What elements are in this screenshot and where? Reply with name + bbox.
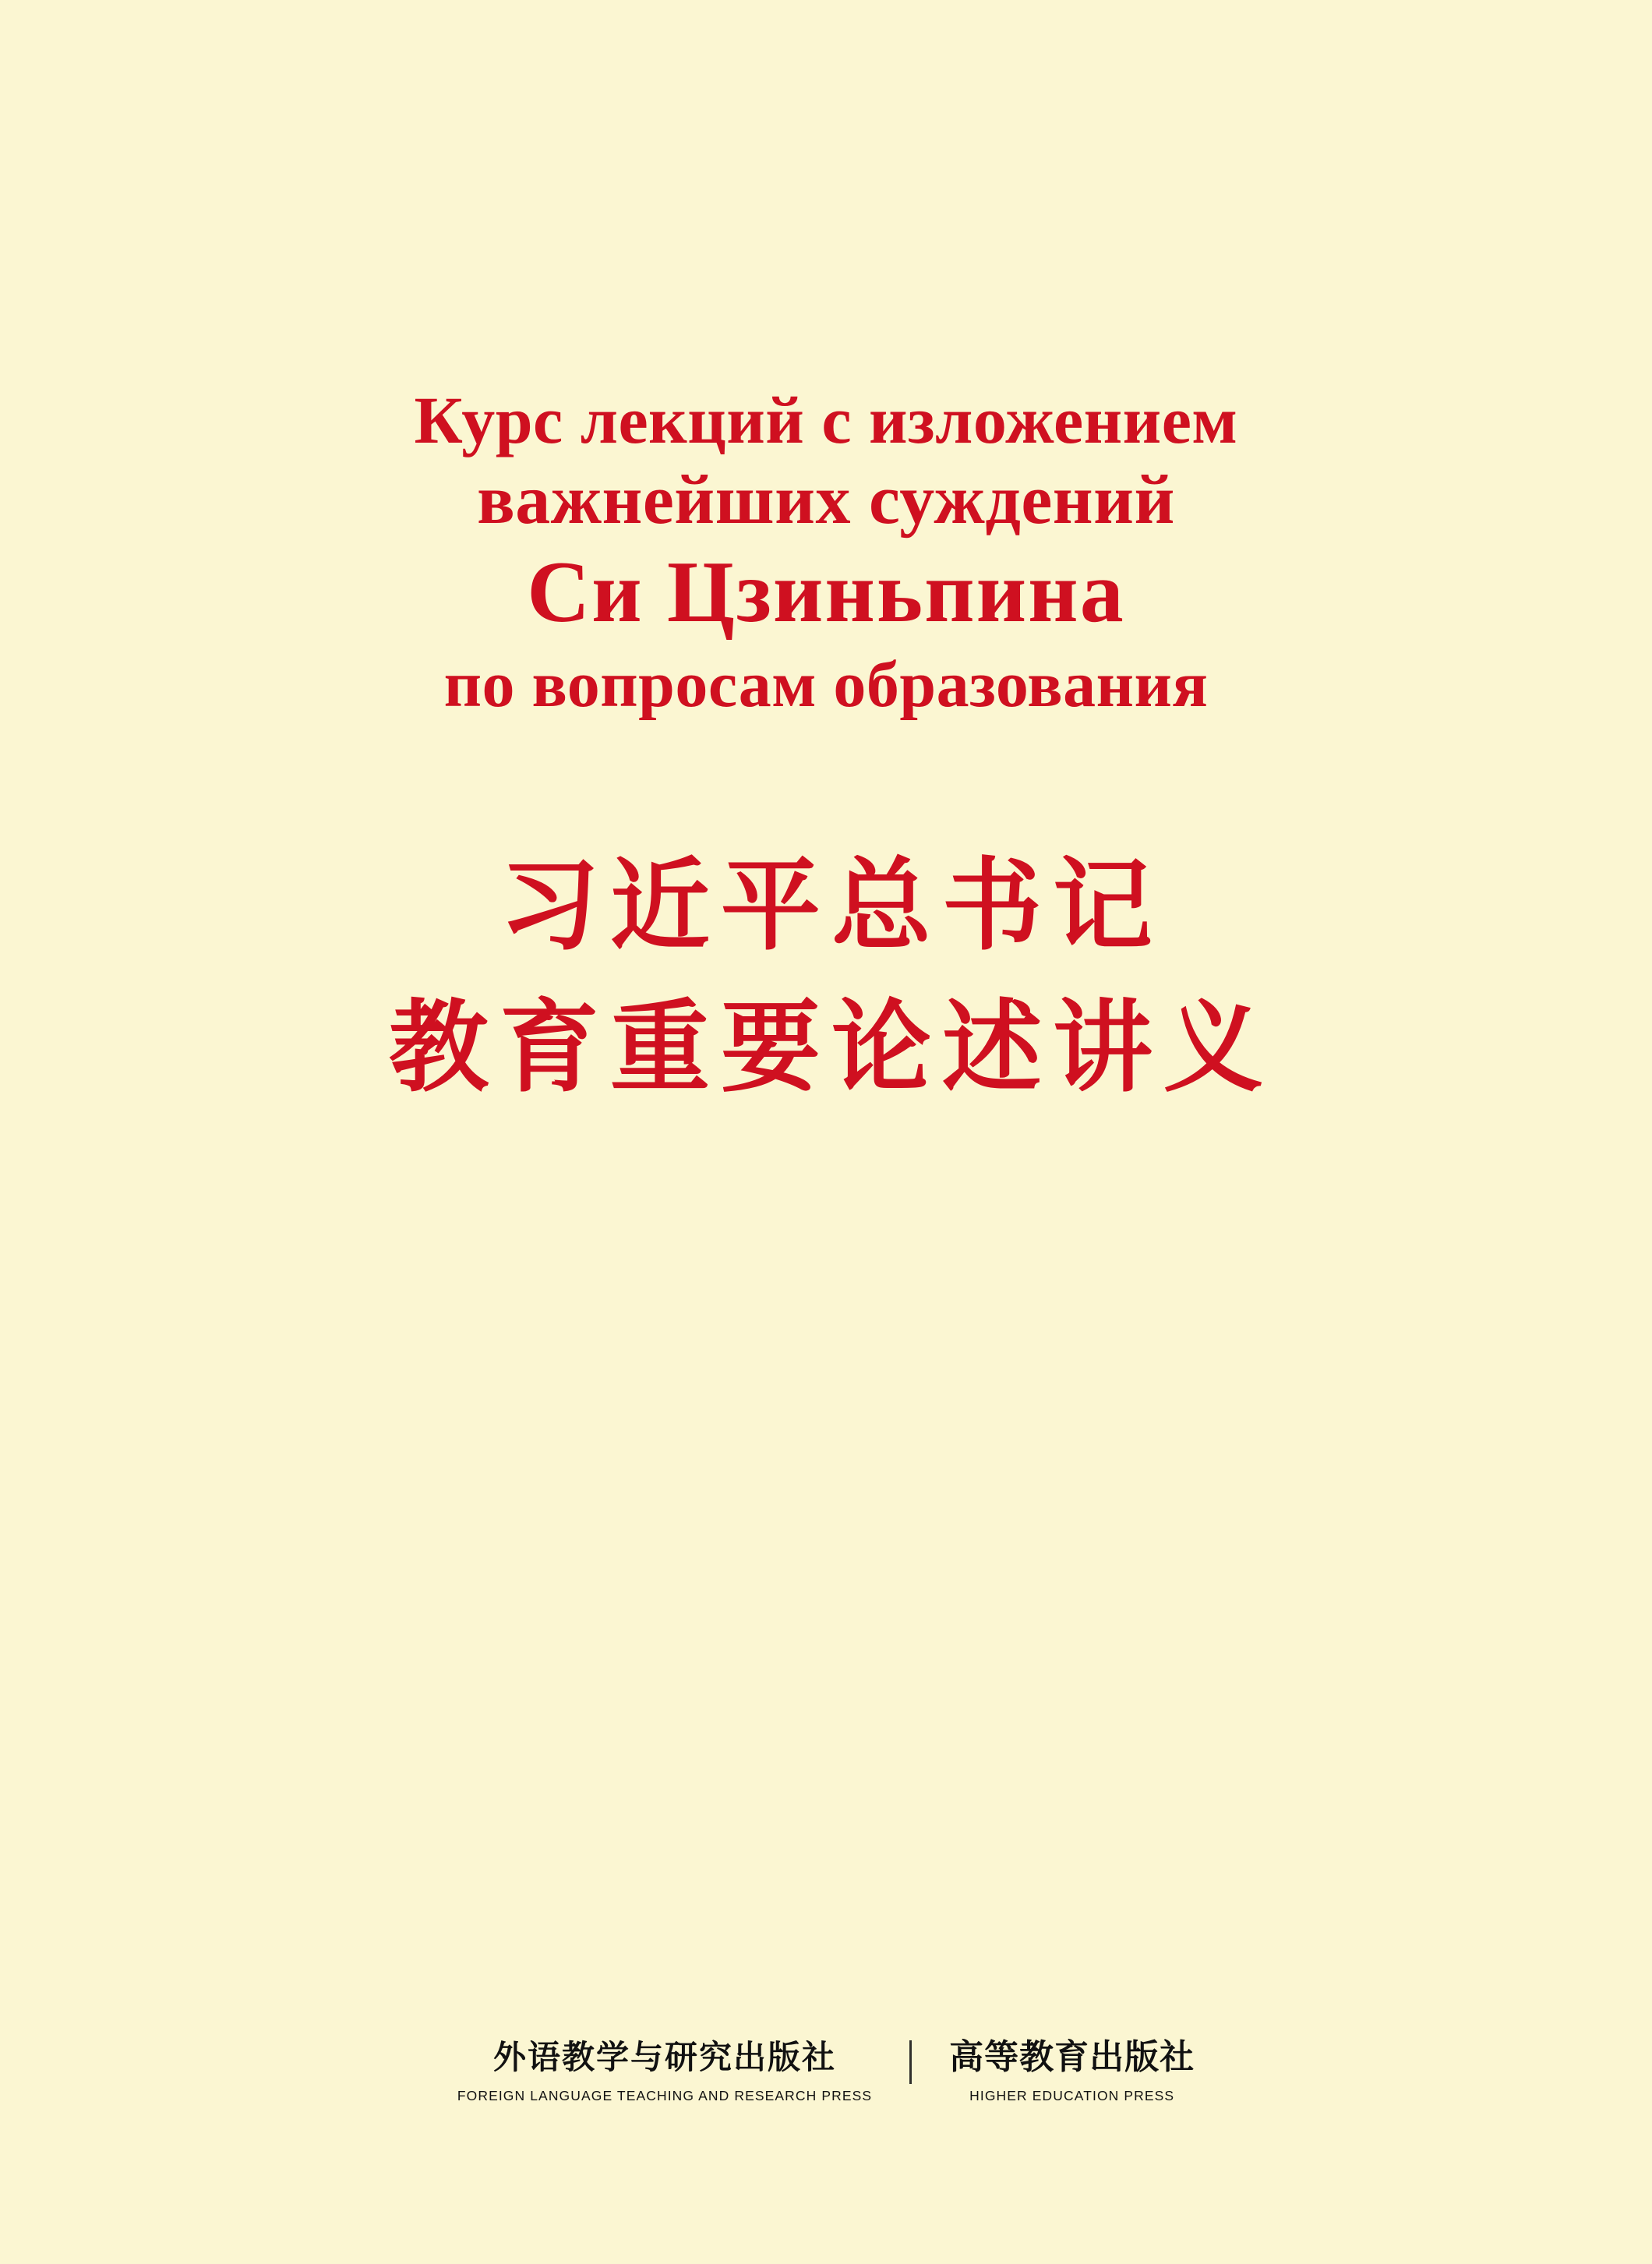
publisher-row xyxy=(0,2029,1652,2104)
publisher-divider xyxy=(909,2040,912,2084)
publisher-fltrp-name-cn: 外语教学与研究出版社 xyxy=(492,2040,836,2076)
publisher-hep-name-cn: 高等教育出版社 xyxy=(949,2038,1195,2076)
chinese-title xyxy=(0,843,1652,1113)
publisher-hep-name-en: HIGHER EDUCATION PRESS xyxy=(969,2088,1175,2103)
publisher-fltrp xyxy=(431,2032,898,2104)
chinese-title-line-2: 教育重要论述讲义 xyxy=(388,992,1274,1104)
russian-title xyxy=(0,382,1652,722)
chinese-title-line-1: 习近平总书记 xyxy=(499,851,1163,962)
publisher-hep xyxy=(923,2029,1221,2104)
russian-title-line-3: Си Цзиньпина xyxy=(527,544,1125,641)
russian-title-line-2: важнейших суждений xyxy=(477,461,1175,539)
russian-title-line-4: по вопросам образования xyxy=(443,648,1209,722)
publisher-fltrp-name-en: FOREIGN LANGUAGE TEACHING AND RESEARCH PRESS xyxy=(457,2088,873,2103)
russian-title-line-1: Курс лекций с изложением xyxy=(414,383,1238,457)
